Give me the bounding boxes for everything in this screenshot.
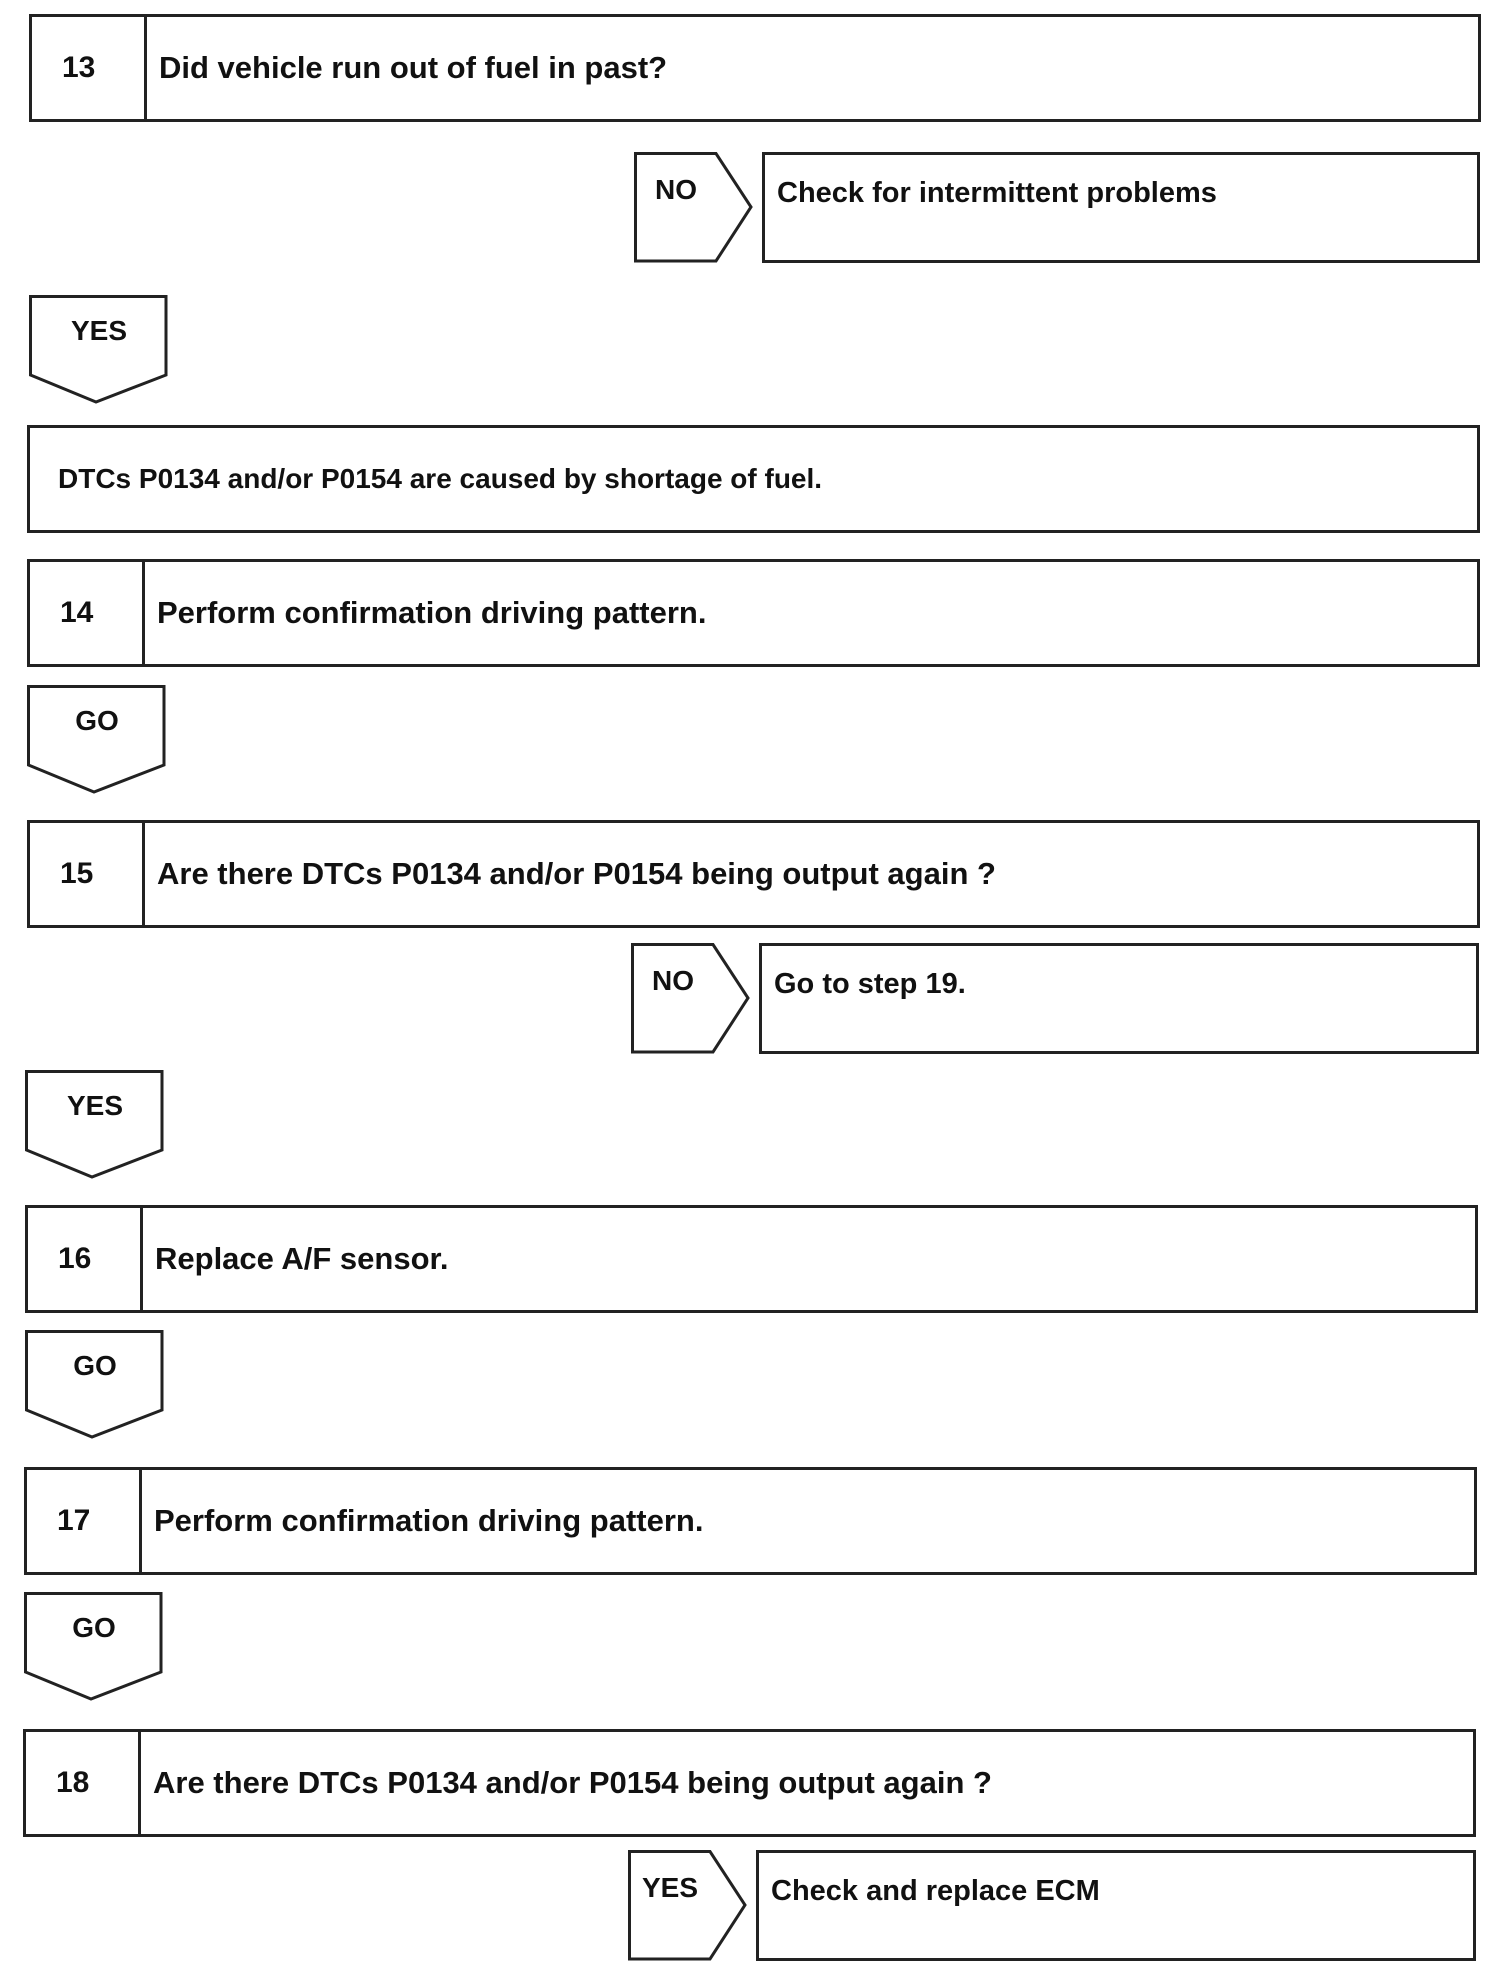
right-arrow-shape <box>634 152 754 263</box>
step-17-box <box>24 1467 1477 1575</box>
go-arrow <box>25 1330 165 1440</box>
step-instruction: Replace A/F sensor. <box>155 1241 449 1276</box>
step-question: Did vehicle run out of fuel in past? <box>159 50 668 85</box>
step-instruction: Perform confirmation driving pattern. <box>154 1503 704 1538</box>
step-question: Are there DTCs P0134 and/or P0154 being output again ? <box>157 856 996 891</box>
down-arrow-shape <box>25 1070 165 1180</box>
go-arrow <box>27 685 167 795</box>
arrow-label: YES <box>66 1090 124 1121</box>
result-box-go-step-19: Go to step 19. <box>759 943 1479 1054</box>
yes-arrow <box>628 1850 748 1961</box>
fuel-shortage-note: DTCs P0134 and/or P0154 are caused by shortage of fuel. <box>27 425 1480 533</box>
step-number: 17 <box>27 1470 142 1572</box>
result-box-replace-ecm: Check and replace ECM <box>756 1850 1476 1961</box>
step-15-box <box>27 820 1480 928</box>
down-arrow-shape <box>25 1330 165 1440</box>
step-number: 14 <box>30 562 145 664</box>
go-arrow <box>24 1592 164 1702</box>
yes-arrow <box>25 1070 165 1180</box>
arrow-label: NO <box>652 965 694 996</box>
no-arrow <box>631 943 751 1054</box>
yes-arrow <box>29 295 169 405</box>
down-arrow-shape <box>29 295 169 405</box>
no-arrow <box>634 152 754 263</box>
step-number: 16 <box>28 1208 143 1310</box>
step-16-box <box>25 1205 1478 1313</box>
right-arrow-shape <box>628 1850 748 1961</box>
step-number: 15 <box>30 823 145 925</box>
step-number: 18 <box>26 1732 141 1834</box>
step-number: 13 <box>32 17 147 119</box>
result-box-intermittent: Check for intermittent problems <box>762 152 1480 263</box>
down-arrow-shape <box>27 685 167 795</box>
step-instruction: Perform confirmation driving pattern. <box>157 595 707 630</box>
arrow-label: GO <box>75 705 119 736</box>
arrow-label: NO <box>655 174 697 205</box>
step-18-box <box>23 1729 1476 1837</box>
step-question: Are there DTCs P0134 and/or P0154 being output again ? <box>153 1765 992 1800</box>
right-arrow-shape <box>631 943 751 1054</box>
arrow-label: YES <box>70 315 128 346</box>
arrow-label: GO <box>72 1612 116 1643</box>
arrow-label: YES <box>641 1872 699 1903</box>
step-14-box <box>27 559 1480 667</box>
arrow-label: GO <box>73 1350 117 1381</box>
step-13-box <box>29 14 1481 122</box>
down-arrow-shape <box>24 1592 164 1702</box>
